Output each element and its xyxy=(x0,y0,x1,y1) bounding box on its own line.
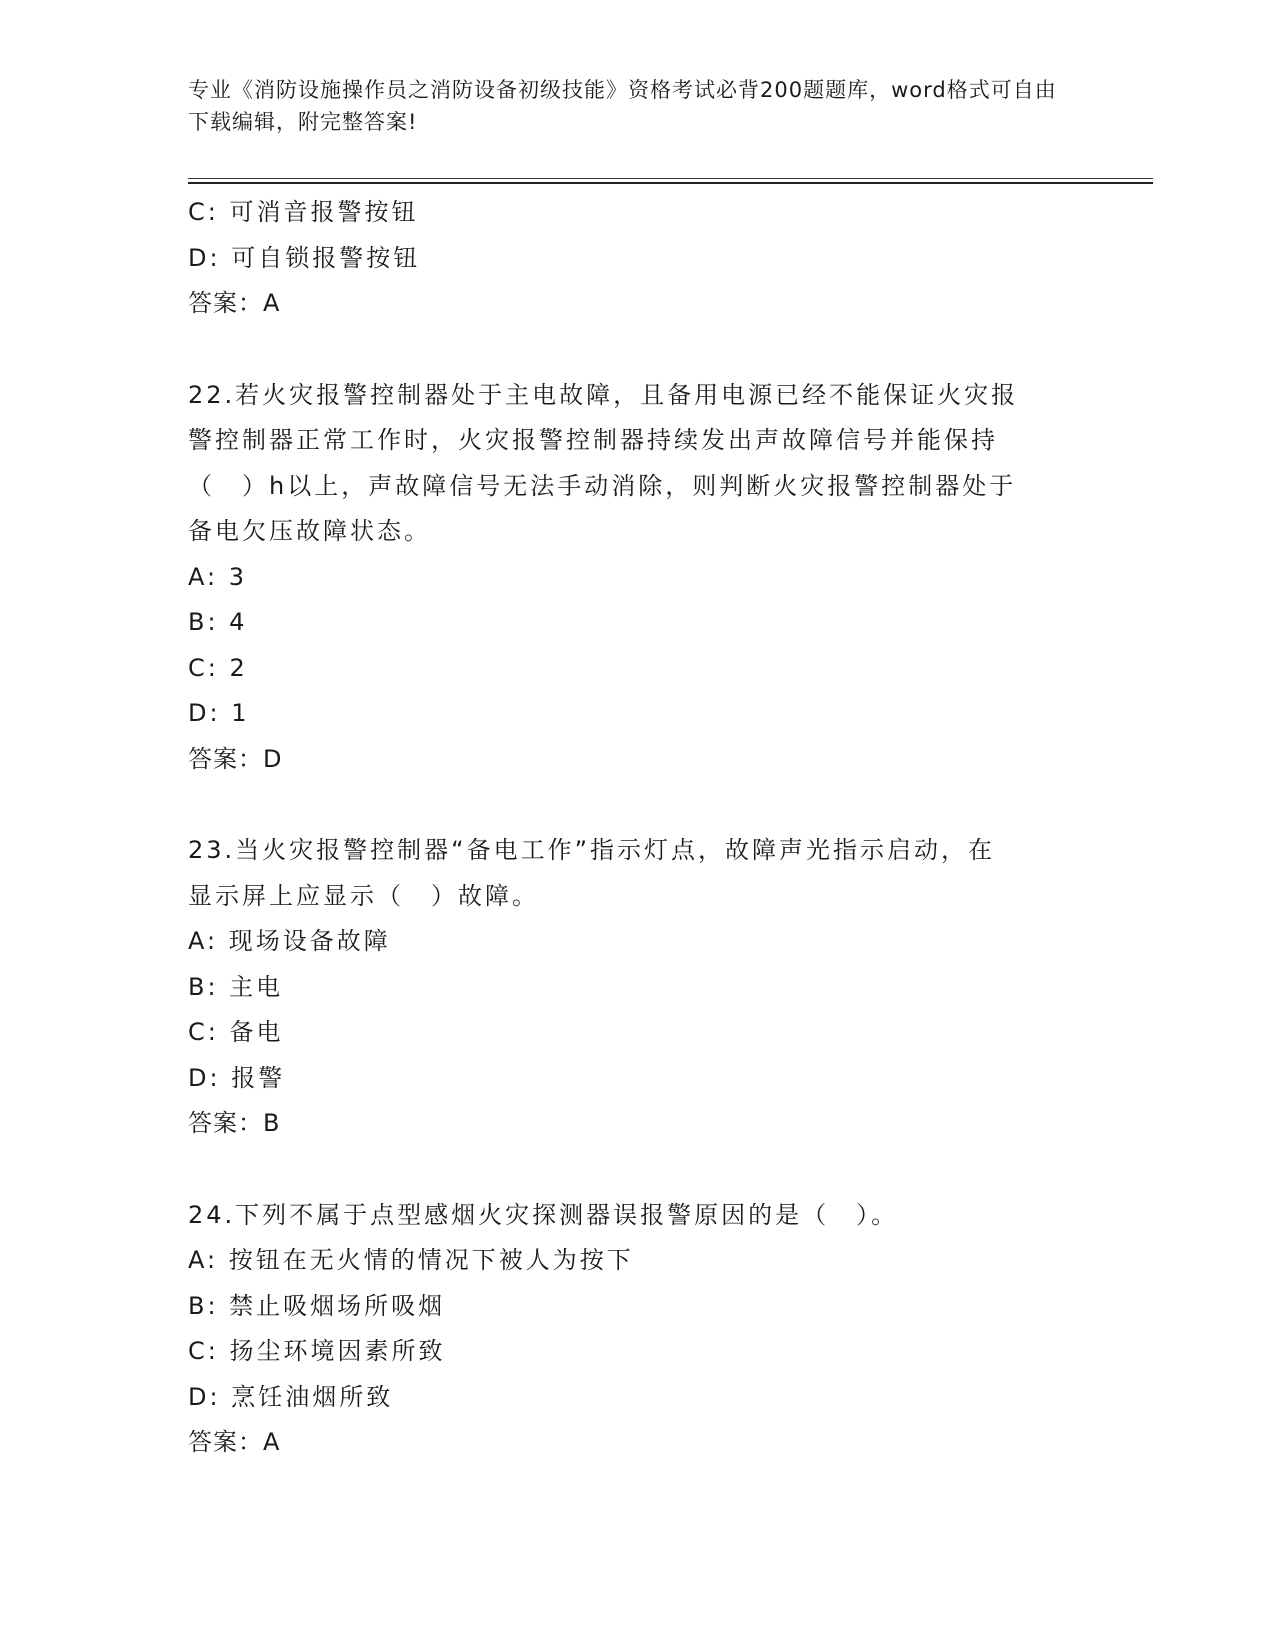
question-list xyxy=(188,190,1088,1466)
question-24 xyxy=(188,1193,1088,1466)
answer-line: 答案：A xyxy=(188,1428,281,1456)
option-b: B: 主电 xyxy=(188,972,284,1001)
answer-line: 答案：B xyxy=(188,1109,281,1137)
question-22 xyxy=(188,373,1088,783)
question-stem: 22.若火灾报警控制器处于主电故障，且备用电源已经不能保证火灾报 警控制器正常工作时，火灾报警控制器持续发出声故障信号并能保持 （ ）h以上，声故障信号无法手动消除，则判断火灾报警控制器处于 备电欠压故障状态。 xyxy=(188,380,1019,545)
option-d: D: 可自锁报警按钮 xyxy=(188,243,421,272)
option-b: B: 禁止吸烟场所吸烟 xyxy=(188,1291,446,1320)
option-d: D: 烹饪油烟所致 xyxy=(188,1382,394,1411)
option-c: C: 备电 xyxy=(188,1018,284,1046)
question-stem: 24.下列不属于点型感烟火灾探测器误报警原因的是（ ）。 xyxy=(188,1200,899,1229)
option-c: C: 可消音报警按钮 xyxy=(188,198,419,226)
header-divider-thin xyxy=(188,178,1153,179)
option-a: A: 现场设备故障 xyxy=(188,927,391,955)
answer-line: 答案：D xyxy=(188,744,283,773)
option-c: C: 2 xyxy=(188,653,248,682)
option-a: A: 按钮在无火情的情况下被人为按下 xyxy=(188,1246,634,1274)
option-c: C: 扬尘环境因素所致 xyxy=(188,1337,446,1365)
option-d: D: 报警 xyxy=(188,1063,286,1092)
option-b: B: 4 xyxy=(188,608,248,636)
question-23 xyxy=(188,828,1088,1147)
question-stem: 23.当火灾报警控制器“备电工作”指示灯点，故障声光指示启动，在 显示屏上应显示（ ）故障。 xyxy=(188,836,996,910)
document-header: 专业《消防设施操作员之消防设备初级技能》资格考试必背200题题库，word格式可自由下载编辑，附完整答案! xyxy=(188,78,1057,134)
header-divider-thick xyxy=(188,182,1153,184)
answer-line: 答案：A xyxy=(188,289,281,317)
option-a: A: 3 xyxy=(188,562,247,591)
option-d: D: 1 xyxy=(188,699,250,727)
previous-question-tail xyxy=(188,190,1088,327)
